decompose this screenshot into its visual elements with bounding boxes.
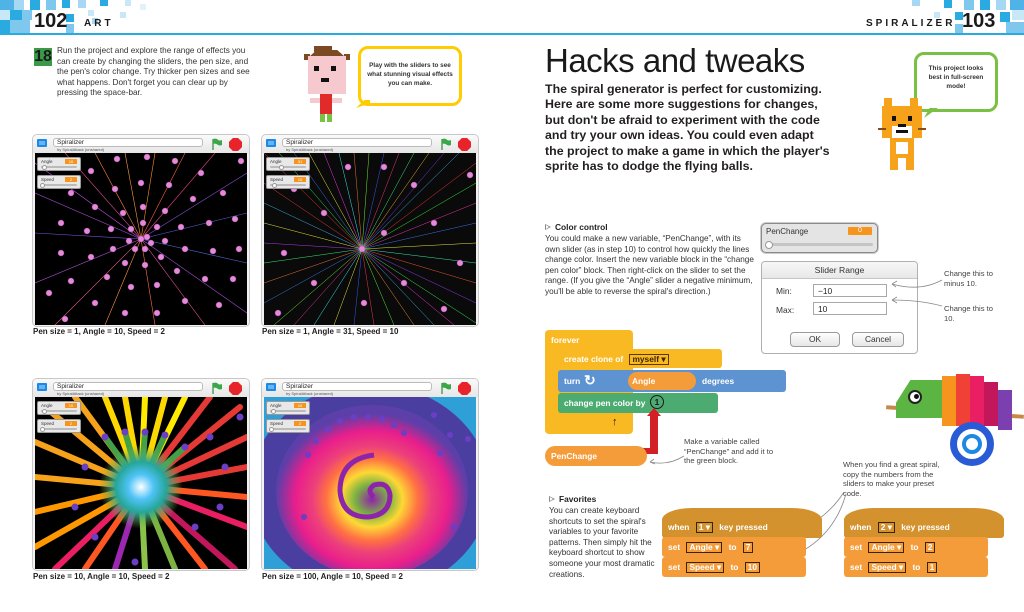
header-rule xyxy=(0,33,1024,35)
value-input[interactable]: 10 xyxy=(745,562,760,573)
color-control-heading: Color control xyxy=(555,222,608,232)
change-pen-color-block[interactable]: change pen color by 1 xyxy=(558,393,718,413)
boy-sprite-illustration xyxy=(304,46,350,124)
slider-knob[interactable] xyxy=(42,165,47,170)
stage-window-4 xyxy=(261,378,479,571)
section-label-left: ART xyxy=(84,18,114,29)
byline: by SpiralAttack (unshared) xyxy=(286,147,334,152)
slider-knob[interactable] xyxy=(42,409,47,414)
variable-dropdown[interactable]: Angle ▾ xyxy=(686,542,722,553)
create-clone-block[interactable]: create clone of myself ▾ xyxy=(558,349,722,368)
fullscreen-icon[interactable] xyxy=(266,383,276,391)
annotation-arrows xyxy=(880,270,950,320)
page-number-left: 102 xyxy=(34,10,68,32)
max-input[interactable] xyxy=(813,302,887,315)
variable-annotation-arrow xyxy=(644,452,688,468)
preset-annotation: When you find a great spiral, copy the numbers from the sliders to make your preset code. xyxy=(843,460,940,498)
triangle-bullet-icon xyxy=(549,496,555,502)
project-title-field[interactable]: Spiralizer xyxy=(53,382,203,391)
monitor-speed[interactable]: Speed 2 xyxy=(37,175,81,189)
min-annotation: Change this to minus 10. xyxy=(944,269,993,288)
speech-bubble-text: This project looks best in full-screen mode! xyxy=(928,65,984,90)
value-input[interactable]: 2 xyxy=(925,542,936,553)
stage-window-1 xyxy=(32,134,250,327)
stop-icon[interactable] xyxy=(458,382,471,395)
slider-knob[interactable] xyxy=(40,427,45,432)
variable-dropdown[interactable]: Speed ▾ xyxy=(686,562,724,573)
speech-bubble-text: Play with the sliders to see what stunning visual effects you can make. xyxy=(367,62,453,87)
value-input[interactable]: 1 xyxy=(927,562,938,573)
slider-knob[interactable] xyxy=(269,427,274,432)
section-label-right: SPIRALIZER xyxy=(866,18,956,29)
slider-knob[interactable] xyxy=(40,183,45,188)
dialog-title: Slider Range xyxy=(762,262,917,279)
stop-icon[interactable] xyxy=(458,138,471,151)
penchange-variable-reporter[interactable]: PenChange xyxy=(545,446,647,466)
step-number-badge: 18 xyxy=(34,48,52,65)
slider-knob[interactable] xyxy=(272,183,277,188)
variable-annotation: Make a variable called “PenChange” and add it to the green block. xyxy=(684,437,774,466)
green-flag-icon[interactable] xyxy=(440,382,452,394)
loop-arrow-icon: ↑ xyxy=(612,416,618,428)
value-input[interactable]: 7 xyxy=(743,542,754,553)
monitor-speed[interactable]: Speed 2 xyxy=(266,419,310,433)
fullscreen-icon[interactable] xyxy=(37,383,47,391)
pen-color-value-input[interactable]: 1 xyxy=(650,395,664,409)
variable-dropdown[interactable]: Angle ▾ xyxy=(868,542,904,553)
monitor-angle[interactable]: Angle 10 xyxy=(37,401,81,415)
byline: by SpiralAttack (unshared) xyxy=(57,391,105,396)
chameleon-illustration xyxy=(886,366,1024,474)
monitor-speed[interactable]: Speed 10 xyxy=(266,175,310,189)
caption-3: Pen size = 10, Angle = 10, Speed = 2 xyxy=(33,572,170,581)
step-text: Run the project and explore the range of effects you can create by changing the sliders, the pen size, and the pen's color change. Try thicker pen sizes and see what happens. Don't forget you can clear up by pressing the space-bar. xyxy=(57,46,250,98)
max-label: Max: xyxy=(776,305,795,315)
min-label: Min: xyxy=(776,286,792,296)
color-control-text: You could make a new variable, “PenChange”, with its own slider (as in step 10) to control how quickly the lines change color. Insert the new variable block in the “change pen color” block. Then right-click on the slider to set the range. (If you give the “Angle” slider a negative minimum, you'll be able to reverse the spiral's direction.) xyxy=(545,234,754,296)
key-dropdown[interactable]: 1 ▾ xyxy=(696,522,713,533)
set-speed-block[interactable]: set Speed ▾ to 10 xyxy=(662,557,806,577)
project-title-field[interactable]: Spiralizer xyxy=(53,138,203,147)
favorites-text: You can create keyboard shortcuts to set the spiral's variables to your favorite patterns. Then simply hit the keyboard shortcut to show someone your most dramatic creations. xyxy=(549,506,655,579)
project-title-field[interactable]: Spiralizer xyxy=(282,382,432,391)
ok-button[interactable]: OK xyxy=(790,332,840,347)
color-control-section xyxy=(545,222,757,298)
project-title-field[interactable]: Spiralizer xyxy=(282,138,432,147)
page-title: Hacks and tweaks xyxy=(545,42,805,79)
stop-icon[interactable] xyxy=(229,382,242,395)
green-flag-icon[interactable] xyxy=(211,138,223,150)
cancel-button[interactable]: Cancel xyxy=(852,332,904,347)
speech-bubble-yellow xyxy=(358,46,462,106)
key-dropdown[interactable]: 2 ▾ xyxy=(878,522,895,533)
max-annotation: Change this to 10. xyxy=(944,304,993,323)
slider-knob[interactable] xyxy=(279,165,284,170)
caption-2: Pen size = 1, Angle = 31, Speed = 10 xyxy=(262,327,399,336)
caption-4: Pen size = 100, Angle = 10, Speed = 2 xyxy=(262,572,403,581)
set-angle-block[interactable]: set Angle ▾ to 7 xyxy=(662,537,806,557)
stage-window-3 xyxy=(32,378,250,571)
favorites-section xyxy=(549,494,659,580)
green-flag-icon[interactable] xyxy=(211,382,223,394)
angle-variable-reporter[interactable]: Angle xyxy=(628,372,696,390)
intro-paragraph: The spiral generator is perfect for customizing. Here are some more suggestions for changes, but don't be afraid to experiment with the code and try your own ideas. You could even adapt the project to make a game in which the player's sprite has to dodge the flying balls. xyxy=(545,82,830,174)
fullscreen-icon[interactable] xyxy=(266,139,276,147)
page-number-right: 103 xyxy=(962,10,996,32)
monitor-speed[interactable]: Speed 2 xyxy=(37,419,81,433)
monitor-angle[interactable]: Angle 31 xyxy=(266,157,310,171)
byline: by SpiralAttack (unshared) xyxy=(57,147,105,152)
slider-knob[interactable] xyxy=(765,241,773,249)
min-input[interactable] xyxy=(813,284,887,297)
caption-1: Pen size = 1, Angle = 10, Speed = 2 xyxy=(33,327,165,336)
monitor-angle[interactable]: Angle 10 xyxy=(266,401,310,415)
turn-block[interactable]: turn ↻ Angle degrees xyxy=(558,370,786,392)
byline: by SpiralAttack (unshared) xyxy=(286,391,334,396)
green-flag-icon[interactable] xyxy=(440,138,452,150)
penchange-monitor[interactable]: PenChange 0 xyxy=(761,223,878,253)
triangle-bullet-icon xyxy=(545,224,551,230)
when-key-pressed-block[interactable]: when 2 ▾ key pressed xyxy=(844,517,1004,537)
slider-knob[interactable] xyxy=(271,409,276,414)
variable-dropdown[interactable]: Speed ▾ xyxy=(868,562,906,573)
clone-target-dropdown[interactable]: myself ▾ xyxy=(629,354,668,365)
when-key-pressed-block[interactable]: when 1 ▾ key pressed xyxy=(662,517,822,537)
rotate-clockwise-icon: ↻ xyxy=(584,372,596,388)
set-angle-block[interactable]: set Angle ▾ to 2 xyxy=(844,537,988,557)
fullscreen-icon[interactable] xyxy=(37,139,47,147)
set-speed-block[interactable]: set Speed ▾ to 1 xyxy=(844,557,988,577)
scratch-cat-sprite xyxy=(878,98,928,180)
forever-block[interactable]: forever xyxy=(545,330,633,434)
monitor-angle[interactable]: Angle 10 xyxy=(37,157,81,171)
stage-window-2 xyxy=(261,134,479,327)
favorites-heading: Favorites xyxy=(559,494,597,504)
